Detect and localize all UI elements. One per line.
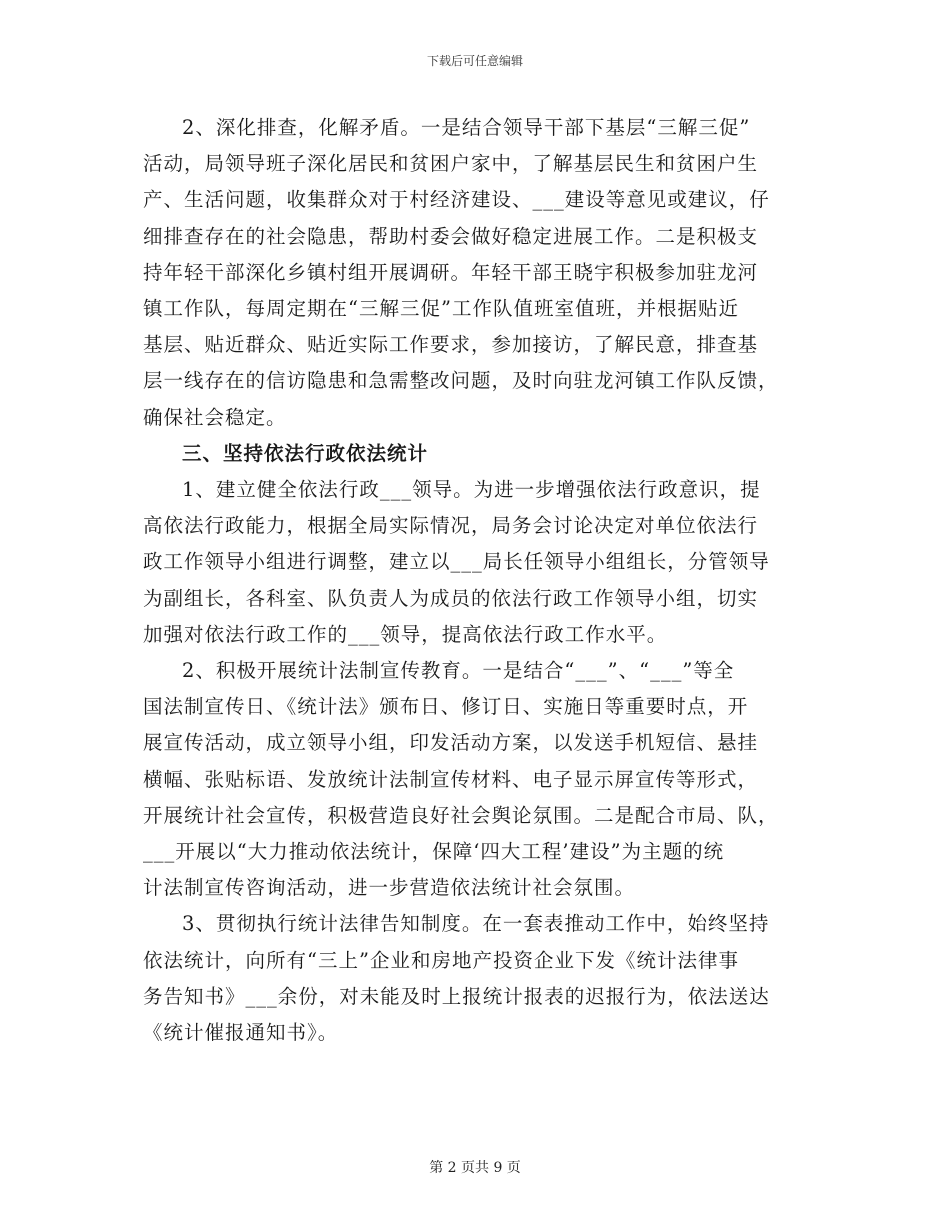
text-line: 产、生活问题，收集群众对于村经济建设、___建设等意见或建议，仔 (143, 188, 770, 212)
text-line: 务告知书》___余份，对未能及时上报统计报表的迟报行为，依法送达 (143, 984, 770, 1008)
text-line: 1、建立健全依法行政___领导。为进一步增强依法行政意识，提 (182, 478, 761, 502)
text-line: 层一线存在的信访隐患和急需整改问题，及时向驻龙河镇工作队反馈， (143, 369, 779, 393)
text-line: 《统计催报通知书》。 (143, 1021, 339, 1045)
text-line: 高依法行政能力，根据全局实际情况，局务会讨论决定对单位依法行 (143, 514, 759, 538)
text-line: 开展统计社会宣传，积极营造良好社会舆论氛围。二是配合市局、队， (143, 803, 779, 827)
text-line: 基层、贴近群众、贴近实际工作要求，参加接访，了解民意，排查基 (143, 333, 759, 357)
text-line: 国法制宣传日、《统计法》颁布日、修订日、实施日等重要时点，开 (143, 695, 749, 719)
text-line: 镇工作队，每周定期在“三解三促”工作队值班室值班，并根据贴近 (143, 297, 739, 321)
page-number: 第 2 页共 9 页 (429, 1160, 521, 1176)
text-line: 为副组长，各科室、队负责人为成员的依法行政工作领导小组，切实 (143, 586, 759, 610)
paragraph-2-deepen-investigation (143, 110, 809, 436)
text-line: 活动，局领导班子深化居民和贫困户家中，了解基层民生和贫困户生 (143, 152, 759, 176)
text-line: 依法统计，向所有“三上”企业和房地产投资企业下发《统计法律事 (143, 948, 739, 972)
text-line: 计法制宣传咨询活动，进一步营造依法统计社会氛围。 (143, 876, 636, 900)
text-line: 3、贯彻执行统计法律告知制度。在一套表推动工作中，始终坚持 (182, 912, 770, 936)
text-line: 2、积极开展统计法制宣传教育。一是结合“___”、“___”等全 (182, 659, 735, 683)
document-body (143, 110, 809, 1051)
text-line: 政工作领导小组进行调整，建立以___局长任领导小组组长，分管领导 (143, 550, 770, 574)
page-header: 下载后可任意编辑 (426, 54, 523, 68)
text-line: 加强对依法行政工作的___领导，提高依法行政工作水平。 (143, 622, 668, 646)
paragraph-3-notification-system (143, 906, 809, 1051)
text-line: 展宣传活动，成立领导小组，印发活动方案，以发送手机短信、悬挂 (143, 731, 759, 755)
paragraph-1-rule-of-law (143, 472, 809, 653)
section-heading-3: 三、坚持依法行政依法统计 (182, 441, 429, 465)
text-line: ___开展以“大力推动依法统计，保障‘四大工程’建设”为主题的统 (143, 840, 725, 864)
text-line: 横幅、张贴标语、发放统计法制宣传材料、电子显示屏宣传等形式， (143, 767, 759, 791)
text-line: 确保社会稳定。 (143, 405, 287, 429)
text-line: 2、深化排查，化解矛盾。一是结合领导干部下基层“三解三促” (182, 116, 751, 139)
text-line: 持年轻干部深化乡镇村组开展调研。年轻干部王晓宇积极参加驻龙河 (143, 260, 759, 284)
paragraph-2-publicity-education (143, 653, 809, 906)
text-line: 细排查存在的社会隐患，帮助村委会做好稳定进展工作。二是积极支 (143, 224, 759, 248)
